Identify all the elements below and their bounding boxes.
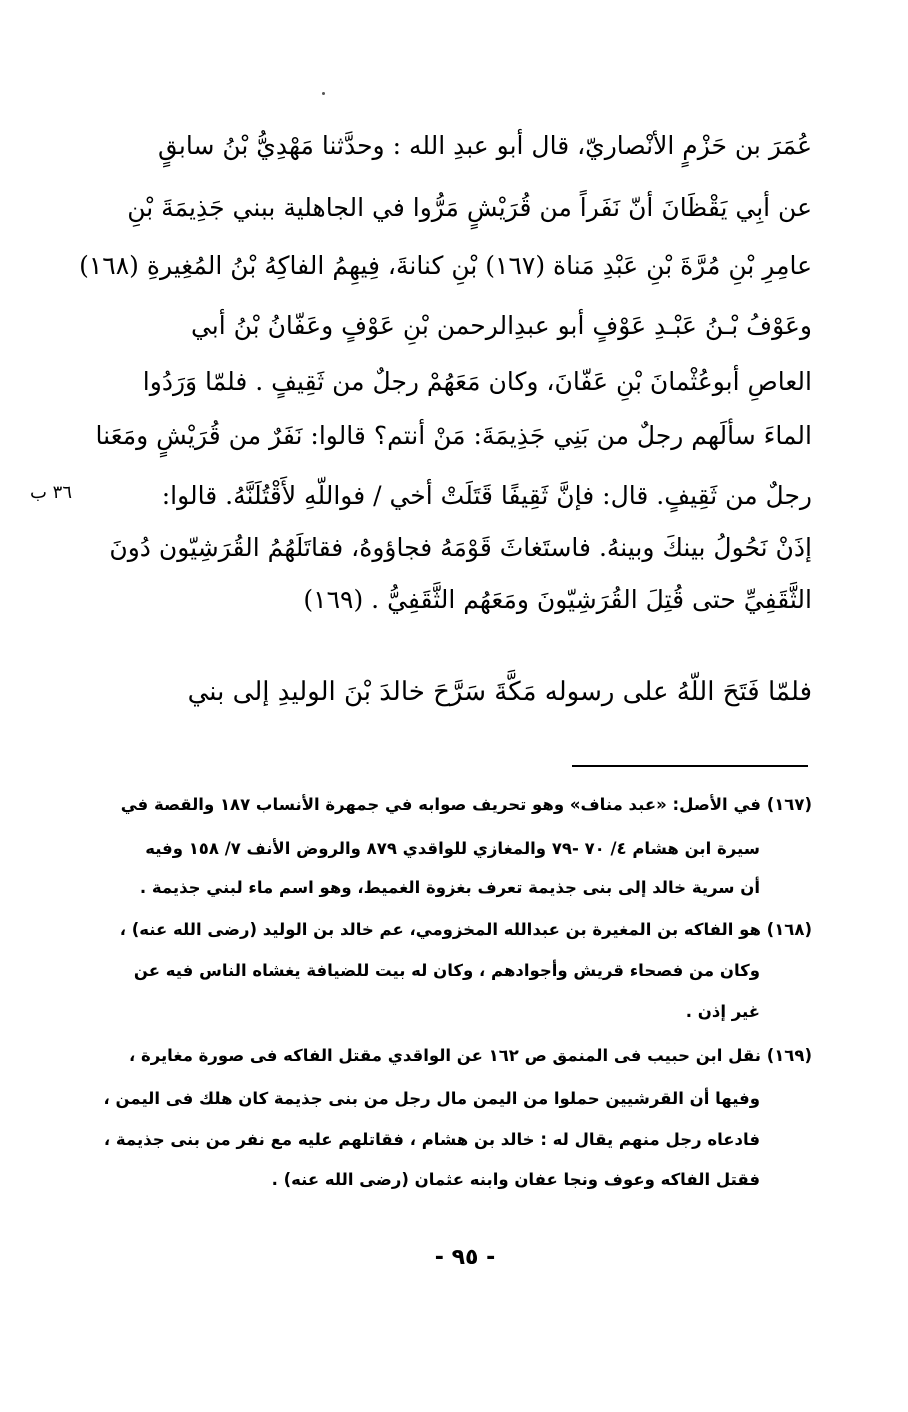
footnote-line: وكان من فصحاء قريش وأجوادهم ، وكان له بيت للضيافة يغشاه الناس فيه عن xyxy=(133,961,760,980)
footnote-line: أن سرية خالد إلى بنى جذيمة تعرف بغزوة الغميط، وهو اسم ماء لبني جذيمة . xyxy=(139,878,760,897)
footnote-line: وفيها أن القرشيين حملوا من اليمن مال رجل من بنى جذيمة كان هلك فى اليمن ، xyxy=(103,1089,760,1108)
footnote-line: (١٦٧) في الأصل: «عبد مناف» وهو تحريف صوابه في جمهرة الأنساب ١٨٧ والقصة في xyxy=(120,795,812,814)
body-line: الماءَ سألَهم رجلٌ من بَنِي جَذِيمَةَ: مَنْ أنتم؟ قالوا: نَفَرٌ من قُرَيْشٍ ومَعَنا xyxy=(95,421,812,450)
body-line: فلمّا فَتَحَ اللّهُ على رسوله مَكَّةَ سَرَّحَ خالدَ بْنَ الوليدِ إلى بني xyxy=(187,677,812,707)
body-line: رجلٌ من ثَقِيفٍ. قال: فإنَّ ثَقِيفًا قَتَلَتْ أخي / فواللّهِ لأَقْتُلَنَّهُ. قالوا: xyxy=(161,481,812,510)
body-line: الثَّقَفِيِّ حتى قُتِلَ القُرَشِيّونَ ومَعَهُم الثَّقَفِيُّ . (١٦٩) xyxy=(303,585,812,614)
body-line: عُمَرَ بن حَزْمٍ الأنْصاريّ، قال أبو عبدِ الله : وحدَّثنا مَهْدِيُّ بْنُ سابقٍ xyxy=(158,131,812,160)
footnote-line: سيرة ابن هشام ٤/ ٧٠ -٧٩ والمغازي للواقدي ٨٧٩ والروض الأنف ٧/ ١٥٨ وفيه xyxy=(145,839,760,858)
body-line: وعَوْفُ بْـنُ عَبْـدِ عَوْفٍ أبو عبدِالرحمن بْنِ عَوْفٍ وعَفّانُ بْنُ أبي xyxy=(190,311,812,340)
footnote-line: فادعاه رجل منهم يقال له : خالد بن هشام ، فقاتلهم عليه مع نفر من بنى جذيمة ، xyxy=(103,1130,760,1149)
footnote-line: فقتل الفاكه وعوف ونجا عفان وابنه عثمان (رضى الله عنه) . xyxy=(271,1170,760,1189)
footnote-line: (١٦٩) نقل ابن حبيب فى المنمق ص ١٦٢ عن الواقدي مقتل الفاكه فى صورة مغايرة ، xyxy=(128,1046,812,1065)
page-number: - ٩٥ - xyxy=(434,1245,496,1270)
body-line: عامِرِ بْنِ مُرَّةَ بْنِ عَبْدِ مَناة (١٦٧) بْنِ كنانةَ، فِيهِمُ الفاكِهُ بْنُ المُغِيرةِ (١٦٨) xyxy=(79,251,812,280)
body-line: إذَنْ نَحُولُ بينكَ وبينهُ. فاستَغاثَ قَوْمَهُ فجاؤوهُ، فقاتَلَهُمُ القُرَشِيّون دُونَ xyxy=(109,533,812,562)
margin-folio-note: ٣٦ ب xyxy=(30,482,73,503)
body-line: عن أبِي يَقْظَانَ أنّ نَفَراً من قُرَيْشٍ مَرُّوا في الجاهلية ببني جَذِيمَةَ بْنِ xyxy=(127,193,812,222)
footnote-line: (١٦٨) هو الفاكه بن المغيرة بن عبدالله المخزومي، عم خالد بن الوليد (رضى الله عنه) ، xyxy=(119,920,812,939)
footnote-line: غير إذن . xyxy=(685,1002,760,1021)
footnote-separator xyxy=(572,765,808,767)
body-line: العاصِ أبوعُثْمانَ بْنِ عَفّانَ، وكان مَعَهُمْ رجلٌ من ثَقِيفٍ . فلمّا وَرَدُوا xyxy=(142,367,812,396)
